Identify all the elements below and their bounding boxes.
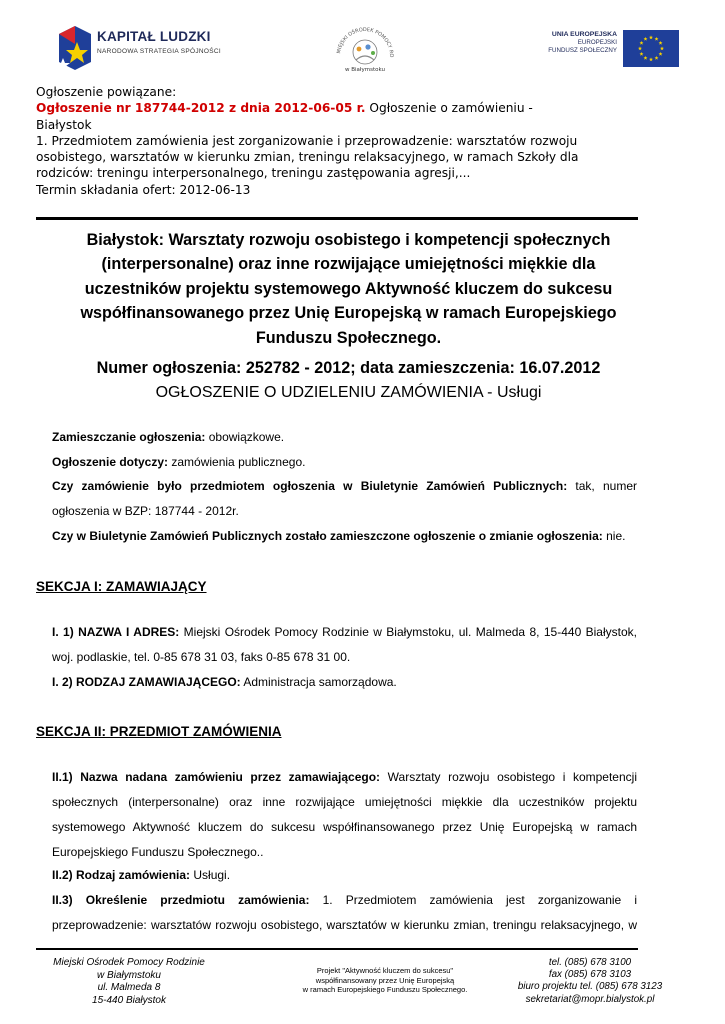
footer-project bbox=[280, 966, 490, 995]
contract-name-last: Europejskiego Funduszu Społecznego.. bbox=[52, 845, 264, 859]
orderer-name-label: I. 1) NAZWA I ADRES: bbox=[52, 625, 180, 639]
change-label: Czy w Biuletynie Zamówień Publicznych zostało zamieszczone ogłoszenie o zmianie ogłoszenia: bbox=[52, 529, 603, 543]
footer-project-line: w ramach Europejskiego Funduszu Społecznego. bbox=[302, 985, 468, 994]
eu-logo-line2: EUROPEJSKI bbox=[577, 39, 617, 46]
footer-address-line: w Białymstoku bbox=[97, 969, 161, 981]
related-desc-line: rodziców: treningu interpersonalnego, treningu zastępowania agresji,... bbox=[36, 166, 471, 181]
mopr-logo-arc-text: MIEJSKI OŚRODEK POMOCY RO bbox=[336, 26, 395, 58]
footer-project-line: Projekt "Aktywność kluczem do sukcesu" bbox=[316, 966, 454, 975]
page-header bbox=[0, 0, 725, 82]
kapital-ludzki-title: KAPITAŁ LUDZKI bbox=[97, 29, 211, 44]
contract-name-label: II.1) Nazwa nadana zamówieniu przez zamawiającego: bbox=[52, 770, 381, 784]
related-announcement bbox=[36, 84, 636, 198]
footer-address bbox=[44, 957, 214, 1007]
contract-name-line: systemowego Aktywność kluczem do sukcesu współfinansowanego przez Unię Europejską w ramach bbox=[52, 820, 637, 834]
kapital-ludzki-star-icon bbox=[55, 24, 95, 72]
title-line: Funduszu Społecznego. bbox=[255, 328, 442, 347]
mopr-emblem-icon bbox=[328, 22, 402, 74]
eu-flag-icon bbox=[623, 30, 679, 67]
contract-kind-row bbox=[52, 863, 637, 887]
footer-contact bbox=[500, 957, 680, 1006]
bzp-row-cont: ogłoszenia w BZP: 187744 - 2012r. bbox=[52, 504, 239, 518]
related-label: Ogłoszenie powiązane: bbox=[36, 85, 177, 99]
contract-subject-line: przeprowadzenie: warsztatów rozwoju osobistego, warsztatów w kierunku zmian, treningu relaksacyjnego, w bbox=[52, 918, 637, 932]
contract-name-value: Warsztaty rozwoju osobistego i kompetencji bbox=[380, 770, 637, 784]
change-row bbox=[52, 524, 637, 548]
footer-phone: tel. (085) 678 3100 bbox=[548, 957, 632, 968]
bzp-value: tak, numer bbox=[567, 479, 637, 493]
eu-logo-line1: UNIA EUROPEJSKA bbox=[551, 31, 617, 38]
concerns-label: Ogłoszenie dotyczy: bbox=[52, 455, 169, 469]
announcement-number: Numer ogłoszenia: 252782 - 2012; data zamieszczenia: 16.07.2012 bbox=[96, 359, 601, 377]
mopr-logo-city: w Białymstoku bbox=[345, 67, 385, 73]
orderer-name-row bbox=[52, 620, 637, 644]
orderer-name-row-cont: woj. podlaskie, tel. 0-85 678 31 03, faks 0-85 678 31 00. bbox=[52, 650, 351, 664]
bzp-row bbox=[52, 474, 637, 498]
title-line: uczestników projektu systemowego Aktywność kluczem do sukcesu bbox=[84, 279, 613, 298]
title-line: Białystok: Warsztaty rozwoju osobistego i kompetencji społecznych bbox=[86, 231, 611, 249]
header-divider bbox=[36, 217, 638, 220]
eu-logo bbox=[535, 30, 685, 70]
concerns-value: zamówienia publicznego. bbox=[168, 455, 306, 469]
footer-address-line: ul. Malmeda 8 bbox=[97, 982, 161, 993]
kapital-ludzki-logo bbox=[55, 24, 245, 74]
svg-text:MIEJSKI OŚRODEK POMOCY RODZINI bbox=[328, 22, 394, 58]
contract-name-row bbox=[52, 765, 637, 789]
change-value: nie. bbox=[602, 529, 626, 543]
contract-subject-value: 1. Przedmiotem zamówienia jest zorganizowanie i bbox=[309, 893, 638, 907]
announcement-kind: OGŁOSZENIE O UDZIELENIU ZAMÓWIENIA - Usługi bbox=[155, 384, 542, 401]
footer-project-line: współfinansowany przez Unię Europejską bbox=[315, 975, 455, 985]
placement-label: Zamieszczanie ogłoszenia: bbox=[52, 430, 206, 444]
footer-address-line: Miejski Ośrodek Pomocy Rodzinie bbox=[53, 957, 205, 968]
placement-value: obowiązkowe. bbox=[205, 430, 285, 444]
title-line: współfinansowanego przez Unię Europejską w ramach Europejskiego bbox=[80, 304, 617, 323]
contract-subject-label: II.3) Określenie przedmiotu zamówienia: bbox=[52, 893, 310, 907]
footer-email[interactable]: sekretariat@mopr.bialystok.pl bbox=[525, 993, 655, 1005]
orderer-type-value: Administracja samorządowa. bbox=[240, 675, 397, 689]
related-city: Białystok bbox=[36, 117, 92, 132]
kapital-ludzki-subtitle: NARODOWA STRATEGIA SPÓJNOŚCI bbox=[97, 48, 221, 55]
eu-logo-line3: FUNDUSZ SPOŁECZNY bbox=[548, 47, 617, 54]
related-announcement-link[interactable]: Ogłoszenie nr 187744-2012 z dnia 2012-06-05 r. bbox=[36, 101, 366, 116]
page-title bbox=[36, 228, 661, 350]
title-line: (interpersonalne) oraz inne rozwijające umiejętności miękkie dla bbox=[101, 255, 596, 274]
orderer-type-label: I. 2) RODZAJ ZAMAWIAJĄCEGO: bbox=[52, 675, 241, 689]
concerns-row bbox=[52, 450, 637, 474]
footer-fax: fax (085) 678 3103 bbox=[548, 969, 632, 981]
contract-name-line: społecznych (interpersonalne) oraz inne rozwijające umiejętności miękkie dla uczestników projektu bbox=[52, 795, 637, 809]
related-desc-line: osobistego, warsztatów w kierunku zmian, treningu relaksacyjnego, w ramach Szkoły dla bbox=[36, 150, 579, 165]
section-1-heading: SEKCJA I: ZAMAWIAJĄCY bbox=[36, 579, 207, 594]
contract-subject-row bbox=[52, 888, 637, 912]
orderer-type-row bbox=[52, 670, 637, 694]
contract-kind-value: Usługi. bbox=[190, 868, 231, 882]
related-desc-line: 1. Przedmiotem zamówienia jest zorganizowanie i przeprowadzenie: warsztatów rozwoju bbox=[36, 133, 578, 148]
footer-project-phone: biuro projektu tel. (085) 678 3123 bbox=[517, 981, 663, 993]
footer-divider bbox=[36, 948, 638, 950]
orderer-name-value: Miejski Ośrodek Pomocy Rodzinie w Białymstoku, ul. Malmeda 8, 15-440 Białystok, bbox=[179, 625, 637, 639]
section-2-heading: SEKCJA II: PRZEDMIOT ZAMÓWIENIA bbox=[36, 724, 282, 739]
related-link-rest: Ogłoszenie o zamówieniu - bbox=[365, 101, 533, 116]
placement-row bbox=[52, 425, 637, 449]
mopr-logo bbox=[328, 22, 402, 74]
footer-address-line: 15-440 Białystok bbox=[92, 994, 166, 1006]
eu-logo-text bbox=[535, 31, 617, 55]
related-deadline: Termin składania ofert: 2012-06-13 bbox=[36, 182, 251, 197]
contract-kind-label: II.2) Rodzaj zamówienia: bbox=[52, 868, 191, 882]
bzp-label: Czy zamówienie było przedmiotem ogłoszenia w Biuletynie Zamówień Publicznych: bbox=[52, 479, 568, 493]
